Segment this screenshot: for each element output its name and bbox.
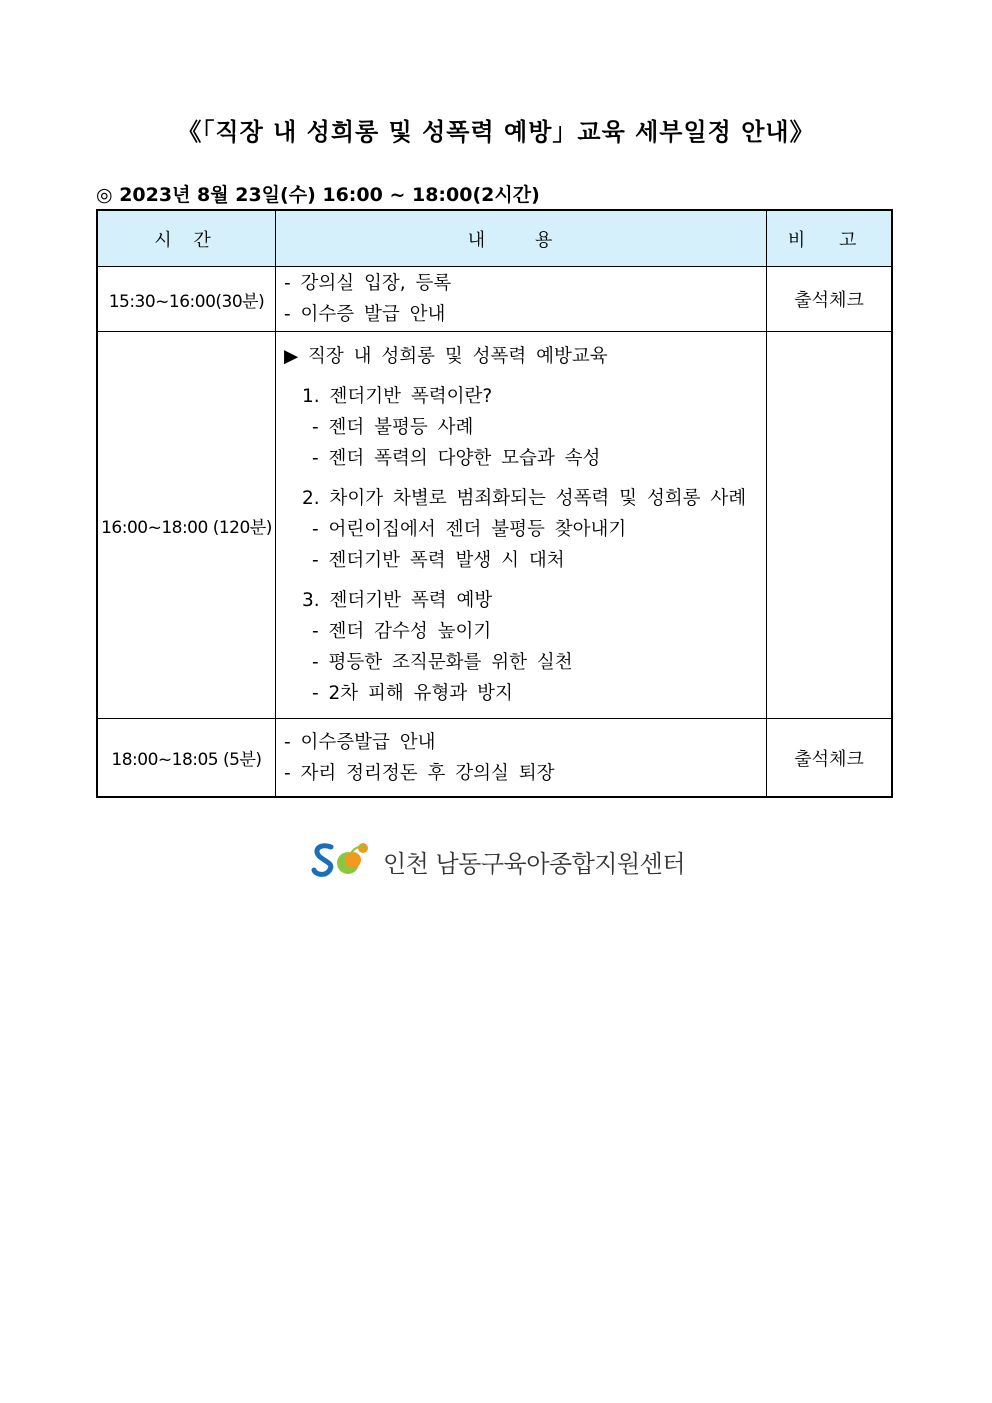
content-section: 3. 젠더기반 폭력 예방 bbox=[301, 590, 493, 611]
header-note: 비 고 bbox=[767, 210, 892, 267]
document-title: 《「직장 내 성희롱 및 성폭력 예방」교육 세부일정 안내》 bbox=[177, 118, 815, 146]
content-cell bbox=[275, 332, 766, 719]
table-header-row bbox=[97, 210, 892, 267]
footer bbox=[311, 840, 685, 882]
table-row bbox=[97, 719, 892, 798]
header-content: 내 용 bbox=[275, 210, 766, 267]
content-line: - 자리 정리정돈 후 강의실 퇴장 bbox=[283, 762, 555, 784]
content-section: 1. 젠더기반 폭력이란? bbox=[301, 386, 493, 407]
content-cell bbox=[275, 267, 766, 332]
note-cell: 출석체크 bbox=[767, 719, 892, 798]
content-line: - 강의실 입장, 등록 bbox=[283, 273, 452, 294]
content-line: - 젠더 불평등 사례 bbox=[311, 417, 474, 438]
date-line: ◎ 2023년 8월 23일(수) 16:00 ~ 18:00(2시간) bbox=[96, 184, 540, 206]
time-cell: 15:30~16:00(30분) bbox=[97, 267, 275, 332]
content-line: - 이수증 발급 안내 bbox=[283, 304, 446, 325]
time-cell: 18:00~18:05 (5분) bbox=[97, 719, 275, 798]
content-line: - 평등한 조직문화를 위한 실천 bbox=[311, 652, 573, 673]
note-cell: 출석체크 bbox=[767, 267, 892, 332]
content-cell bbox=[275, 719, 766, 798]
schedule-table bbox=[96, 209, 893, 798]
center-logo-icon bbox=[311, 839, 375, 883]
content-line: - 2차 피해 유형과 방지 bbox=[311, 683, 513, 704]
table-row bbox=[97, 267, 892, 332]
content-line: - 어린이집에서 젠더 불평등 찾아내기 bbox=[311, 519, 627, 540]
content-heading: ▶ 직장 내 성희롱 및 성폭력 예방교육 bbox=[283, 346, 608, 367]
content-line: - 젠더 감수성 높이기 bbox=[311, 621, 492, 642]
content-line: - 젠더 폭력의 다양한 모습과 속성 bbox=[311, 448, 601, 469]
content-line: - 이수증발급 안내 bbox=[283, 731, 436, 753]
organization-name: 인천 남동구육아종합지원센터 bbox=[383, 849, 686, 878]
table-row bbox=[97, 332, 892, 719]
content-line: - 젠더기반 폭력 발생 시 대처 bbox=[311, 550, 565, 571]
time-cell: 16:00~18:00 (120분) bbox=[97, 332, 275, 719]
header-time: 시 간 bbox=[97, 210, 275, 267]
note-cell bbox=[767, 332, 892, 719]
content-section: 2. 차이가 차별로 범죄화되는 성폭력 및 성희롱 사례 bbox=[301, 488, 747, 509]
